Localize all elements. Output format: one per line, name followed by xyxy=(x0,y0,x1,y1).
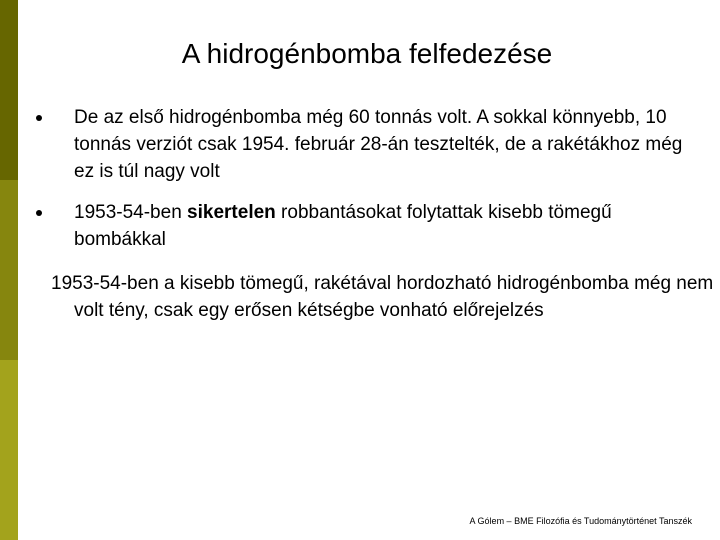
bullet-text: De az első hidrogénbomba még 60 tonnás volt. A sokkal könnyebb, 10 tonnás verziót csak 1954. február 28-án tesztelték, de a rakétákhoz még ez is túl nagy volt xyxy=(74,107,683,182)
bullet-text-emphasis: sikertelen xyxy=(187,202,276,223)
bullet-dot-icon xyxy=(36,115,42,121)
bullet-text-after: robbantásokat folytattak kisebb tömegű bombákkal xyxy=(74,202,612,250)
bullet-item xyxy=(36,104,686,185)
side-bar-bottom xyxy=(0,360,18,540)
footer-text: A Gólem – BME Filozófia és Tudománytörténet Tanszék xyxy=(469,516,692,526)
bullet-text-before: 1953-54-ben xyxy=(74,202,188,223)
bullet-list xyxy=(36,104,686,267)
slide-title: A hidrogénbomba felfedezése xyxy=(181,38,553,69)
bullet-dot-icon xyxy=(36,210,42,216)
bullet-item xyxy=(36,199,686,253)
side-bar-middle xyxy=(0,180,18,360)
side-bar-top xyxy=(0,0,18,180)
conclusion-paragraph: 1953-54-ben a kisebb tömegű, rakétával hordozható hidrogénbomba még nem volt tény, csak egy erősen kétségbe vonható előrejelzés xyxy=(51,273,714,321)
